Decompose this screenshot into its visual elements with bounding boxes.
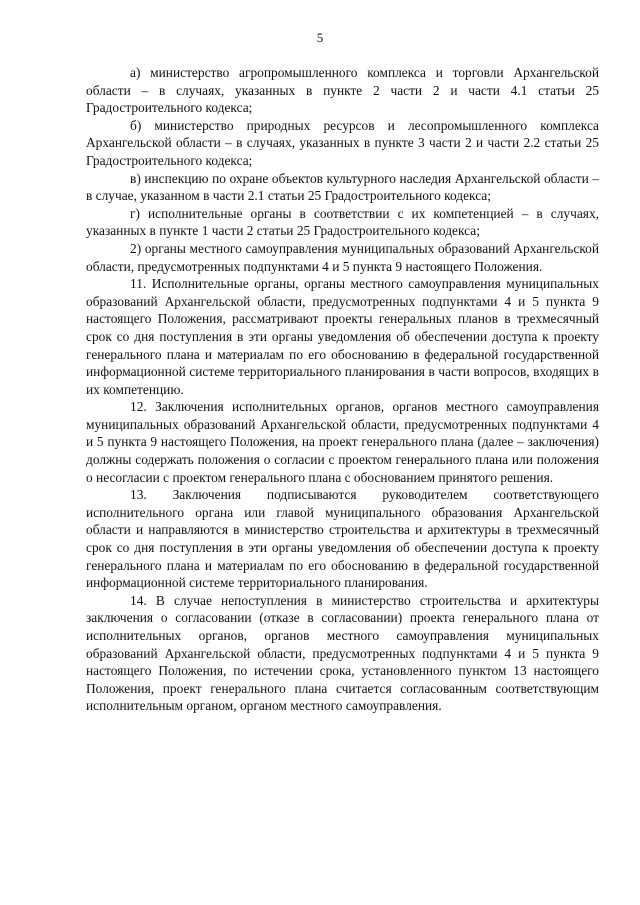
page-number: 5 <box>316 30 324 45</box>
paragraph-2: 2) органы местного самоуправления муниципальных образований Архангельской области, предусмотренных подпунктами 4 и 5 пункта 9 настоящего Положения. <box>86 240 599 274</box>
paragraph-g: г) исполнительные органы в соответствии с их компетенцией – в случаях, указанных в пункте 1 части 2 статьи 25 Градостроительного кодекса; <box>86 205 599 239</box>
paragraph-13: 13. Заключения подписываются руководителем соответствующего исполнительного органа или главой муниципального образования Архангельской области и направляются в министерство строительства и архитектуры в трехмесячный срок со дня поступления в эти органы уведомления об обеспечении доступа к проекту генерального плана и материалам по его обоснованию в федеральной государственной информационной системе территориального планирования. <box>86 487 599 591</box>
document-body <box>86 64 599 715</box>
paragraph-11: 11. Исполнительные органы, органы местного самоуправления муниципальных образований Архангельской области, предусмотренных подпунктами 4 и 5 пункта 9 настоящего Положения, рассматривают проекты генеральных планов в трехмесячный срок со дня поступления в эти органы уведомления об обеспечении доступа к проекту генерального плана и материалам по его обоснованию в федеральной государственной информационной системе территориального планирования в части вопросов, входящих в их компетенцию. <box>86 276 599 397</box>
paragraph-14: 14. В случае непоступления в министерство строительства и архитектуры заключения о согласовании (отказе в согласовании) проекта генерального плана от исполнительных органов, органов местного самоуправления муниципальных образований Архангельской области, предусмотренных подпунктами 4 и 5 пункта 9 настоящего Положения, по истечении срока, установленного пунктом 13 настоящего Положения, проект генерального плана считается согласованным соответствующим исполнительным органом, органом местного самоуправления. <box>86 592 599 714</box>
paragraph-a: а) министерство агропромышленного комплекса и торговли Архангельской области – в случаях, указанных в пункте 2 части 2 и части 4.1 статьи 25 Градостроительного кодекса; <box>86 65 599 116</box>
paragraph-b: б) министерство природных ресурсов и лесопромышленного комплекса Архангельской области – в случаях, указанных в пункте 3 части 2 и части 2.2 статьи 25 Градостроительного кодекса; <box>86 117 599 168</box>
paragraph-v: в) инспекцию по охране объектов культурного наследия Архангельской области – в случае, указанном в части 2.1 статьи 25 Градостроительного кодекса; <box>86 170 599 204</box>
paragraph-12: 12. Заключения исполнительных органов, органов местного самоуправления муниципальных образований Архангельской области, предусмотренных подпунктами 4 и 5 пункта 9 настоящего Положения, на проект генерального плана (далее – заключения) должны содержать положения о согласии с проектом генерального плана или положения о несогласии с проектом генерального плана с обоснованием принятого решения. <box>86 399 599 485</box>
